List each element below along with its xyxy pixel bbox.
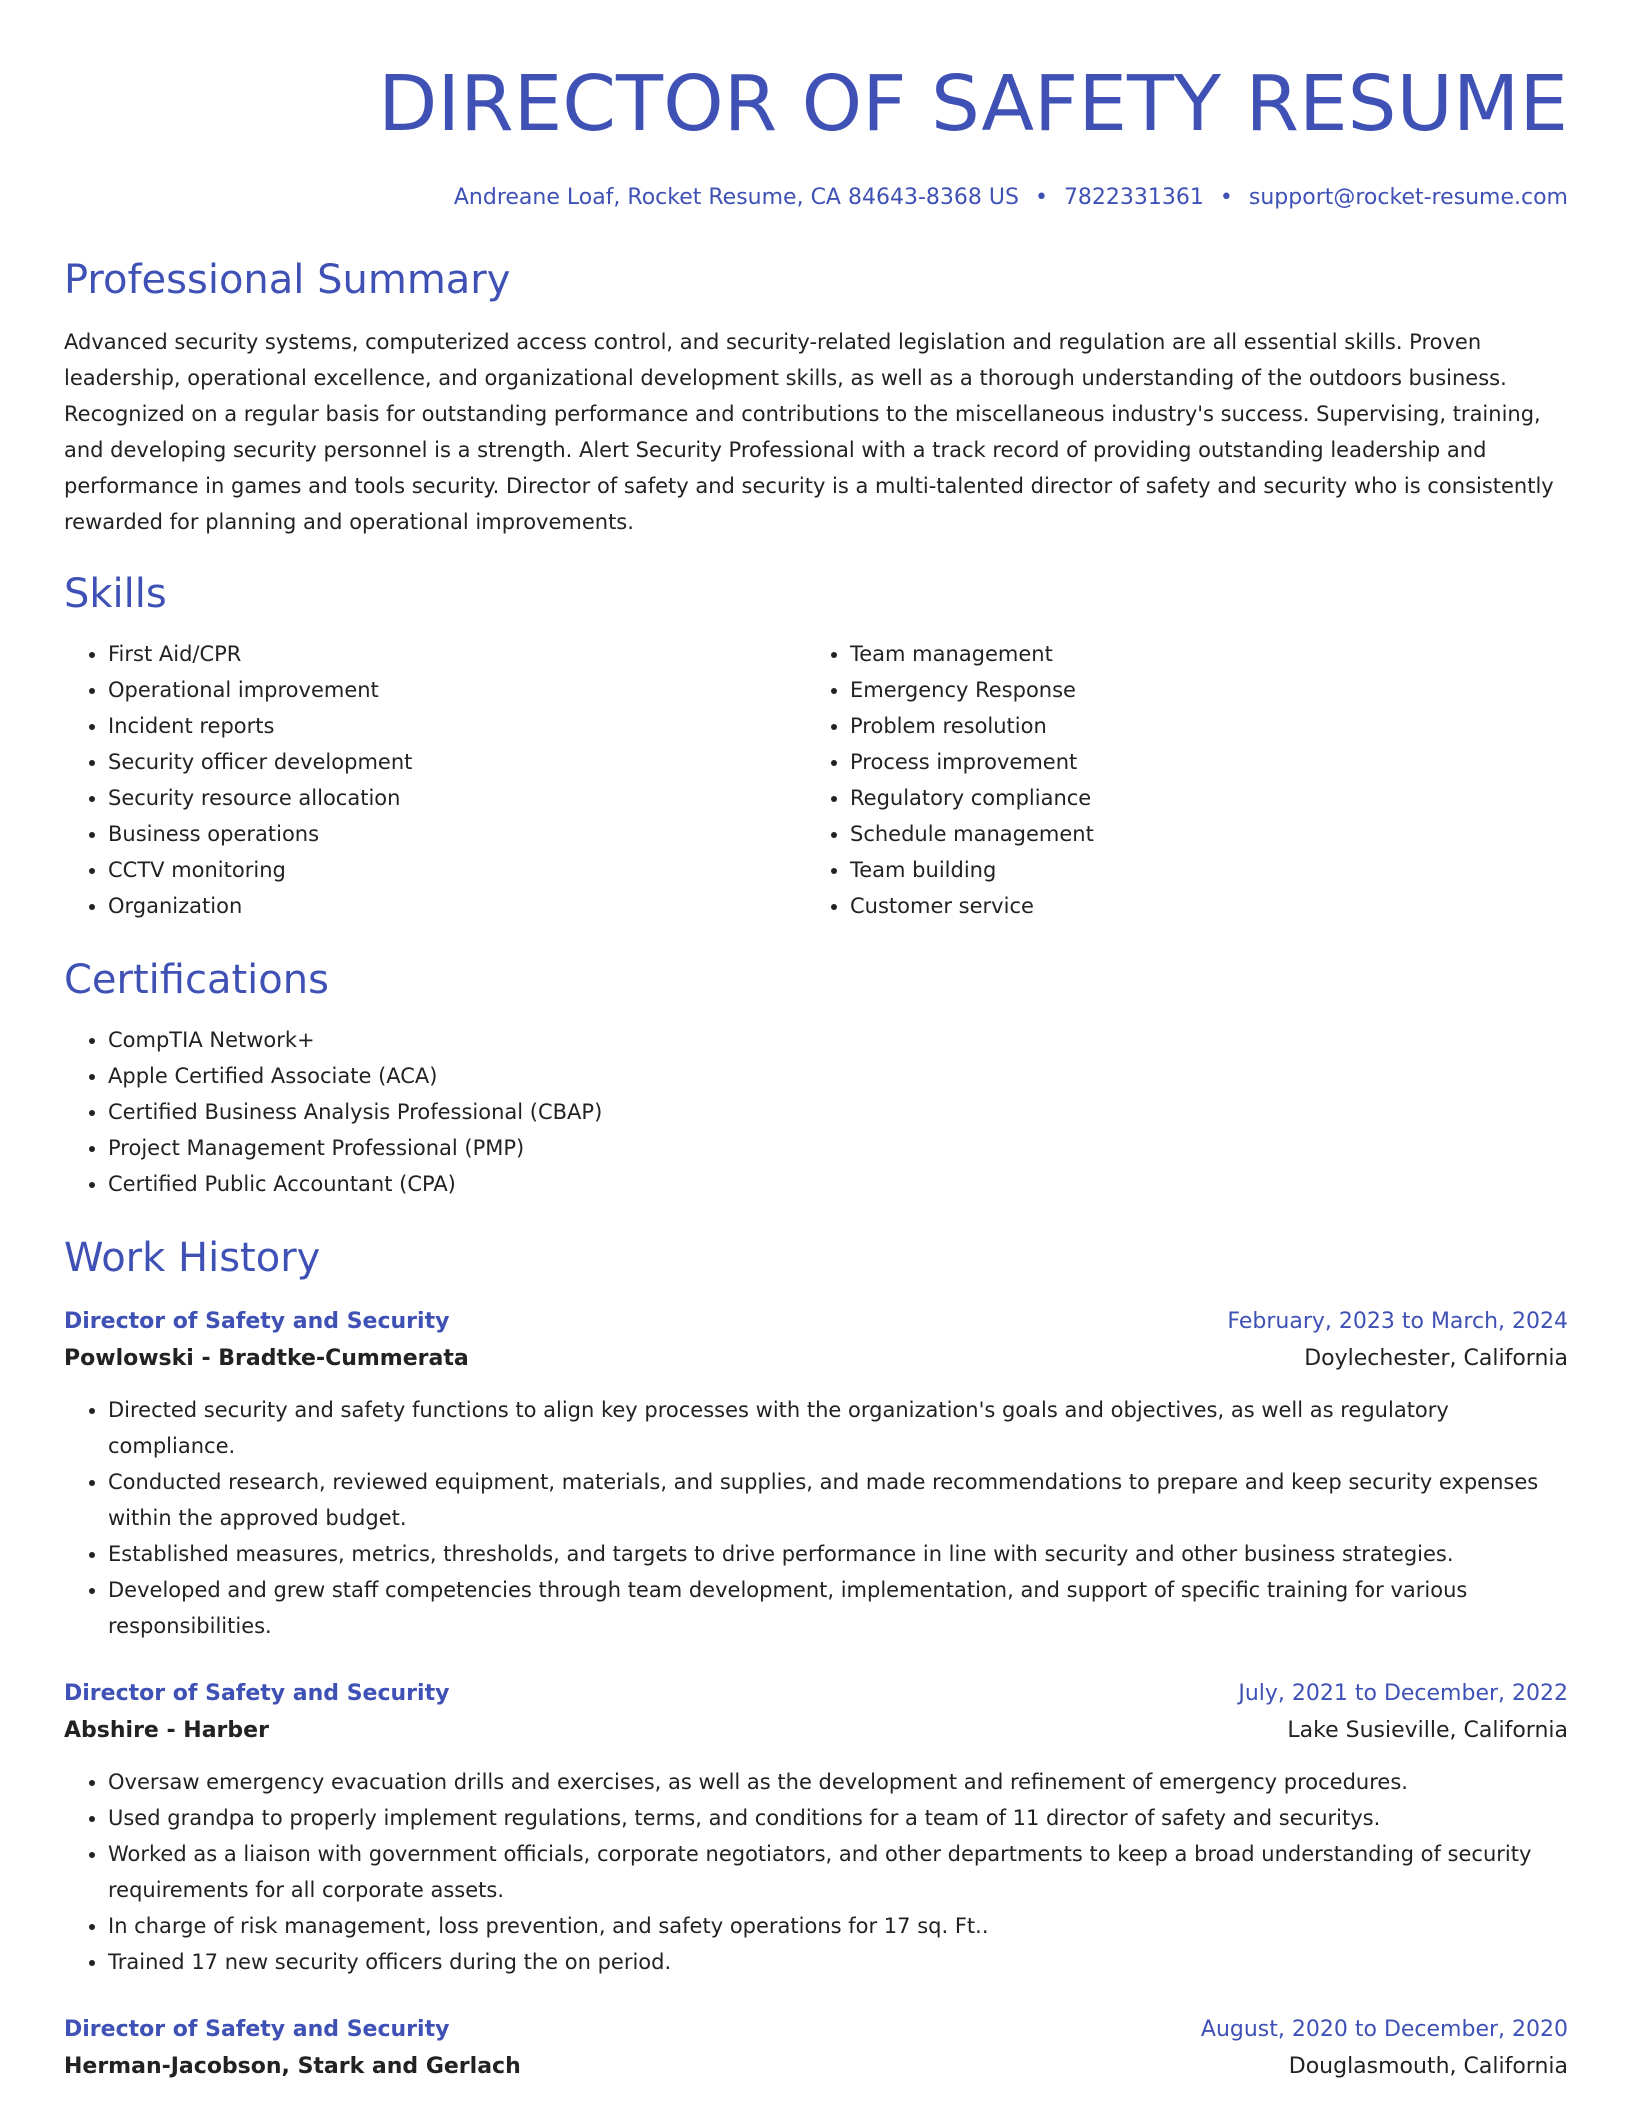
skill-item: • Team building [850, 852, 1548, 888]
job-bullet: • Established measures, metrics, thresholds, and targets to drive performance in line with security and other business strategies. [108, 1536, 1568, 1572]
certification-item: • Apple Certified Associate (ACA) [108, 1058, 1568, 1094]
certification-item: • Certified Public Accountant (CPA) [108, 1166, 1568, 1202]
skill-item: • Regulatory compliance [850, 780, 1548, 816]
skills-heading: Skills [64, 571, 167, 617]
certifications-heading: Certifications [64, 957, 329, 1003]
job-company-row [64, 1712, 1568, 1750]
job-title: Director of Safety and Security [64, 2017, 450, 2042]
job-company: Abshire - Harber [64, 1718, 269, 1743]
skill-item: • Team management [850, 636, 1548, 672]
job-company: Powlowski - Bradtke-Cummerata [64, 1346, 469, 1371]
job-bullet-list [64, 1764, 1568, 1980]
job-bullet: • Directed security and safety functions to align key processes with the organization's goals and objectives, as well as regulatory compliance. [108, 1392, 1568, 1464]
summary-heading: Professional Summary [64, 257, 511, 303]
skill-item: • Security officer development [108, 744, 806, 780]
contact-line [64, 182, 1568, 214]
skill-item: • Incident reports [108, 708, 806, 744]
job-location: Douglasmouth, California [1288, 2054, 1568, 2079]
job-dates: August, 2020 to December, 2020 [1200, 2017, 1568, 2042]
summary-text: Advanced security systems, computerized access control, and security-related legislation and regulation are all essential skills. Proven leadership, operational excellence, and organizational development skills, as well as a thorough understanding of the outdoors business. Recognized on a regular basis for outstanding performance and contributions to the miscellaneous industry's success. Supervising, training, and developing security personnel is a strength. Alert Security Professional with a track record of providing outstanding leadership and performance in games and tools security. Director of safety and security is a multi-talented director of safety and security who is consistently rewarded for planning and operational improvements. [64, 330, 1554, 534]
job-bullet: • Worked as a liaison with government officials, corporate negotiators, and other departments to keep a broad understanding of security requirements for all corporate assets. [108, 1836, 1568, 1908]
work-history-list [64, 1304, 1568, 2086]
skill-item: • Customer service [850, 888, 1548, 924]
job-title: Director of Safety and Security [64, 1681, 450, 1706]
skills-left-column [64, 636, 806, 924]
contact-separator: • [1219, 185, 1233, 210]
job-company-row [64, 1340, 1568, 1378]
job-title-row [64, 1676, 1568, 1712]
job-bullet: • Developed and grew staff competencies through team development, implementation, and support of specific training for various responsibilities. [108, 1572, 1568, 1644]
skill-item: • Business operations [108, 816, 806, 852]
job-company: Herman-Jacobson, Stark and Gerlach [64, 2054, 521, 2079]
skills-right-column [806, 636, 1548, 924]
skill-item: • Process improvement [850, 744, 1548, 780]
contact-email[interactable]: support@rocket-resume.com [1248, 185, 1568, 210]
job-title-row [64, 1304, 1568, 1340]
skill-item: • Security resource allocation [108, 780, 806, 816]
skill-item: • Problem resolution [850, 708, 1548, 744]
resume-page [64, 0, 1568, 2086]
certifications-list [64, 1022, 1568, 1202]
resume-title: DIRECTOR OF SAFETY RESUME [378, 60, 1568, 149]
job-location: Lake Susieville, California [1287, 1718, 1568, 1743]
skills-left-list [64, 636, 806, 924]
job-bullet: • Trained 17 new security officers during the on period. [108, 1944, 1568, 1980]
contact-separator: • [1034, 185, 1048, 210]
work-history-heading: Work History [64, 1235, 321, 1281]
skill-item: • Emergency Response [850, 672, 1548, 708]
job-dates: July, 2021 to December, 2022 [1238, 1681, 1568, 1706]
skill-item: • Operational improvement [108, 672, 806, 708]
job-bullet: • In charge of risk management, loss prevention, and safety operations for 17 sq. Ft.. [108, 1908, 1568, 1944]
contact-address: Andreane Loaf, Rocket Resume, CA 84643-8368 US [453, 185, 1019, 210]
job-bullet-list [64, 1392, 1568, 1644]
skill-item: • First Aid/CPR [108, 636, 806, 672]
skill-item: • CCTV monitoring [108, 852, 806, 888]
contact-phone: 7822331361 [1063, 185, 1204, 210]
job-title-row [64, 2012, 1568, 2048]
job-title: Director of Safety and Security [64, 1309, 450, 1334]
skill-item: • Organization [108, 888, 806, 924]
job-entry [64, 1304, 1568, 1644]
job-company-row [64, 2048, 1568, 2086]
job-dates: February, 2023 to March, 2024 [1227, 1309, 1568, 1334]
job-entry [64, 2012, 1568, 2086]
skills-columns [64, 636, 1568, 924]
skill-item: • Schedule management [850, 816, 1548, 852]
certification-item: • CompTIA Network+ [108, 1022, 1568, 1058]
job-bullet: • Used grandpa to properly implement regulations, terms, and conditions for a team of 11 director of safety and securitys. [108, 1800, 1568, 1836]
certification-item: • Project Management Professional (PMP) [108, 1130, 1568, 1166]
job-entry [64, 1676, 1568, 1980]
job-location: Doylechester, California [1304, 1346, 1568, 1371]
job-bullet: • Conducted research, reviewed equipment, materials, and supplies, and made recommendations to prepare and keep security expenses within the approved budget. [108, 1464, 1568, 1536]
skills-right-list [806, 636, 1548, 924]
job-bullet: • Oversaw emergency evacuation drills and exercises, as well as the development and refinement of emergency procedures. [108, 1764, 1568, 1800]
certification-item: • Certified Business Analysis Professional (CBAP) [108, 1094, 1568, 1130]
